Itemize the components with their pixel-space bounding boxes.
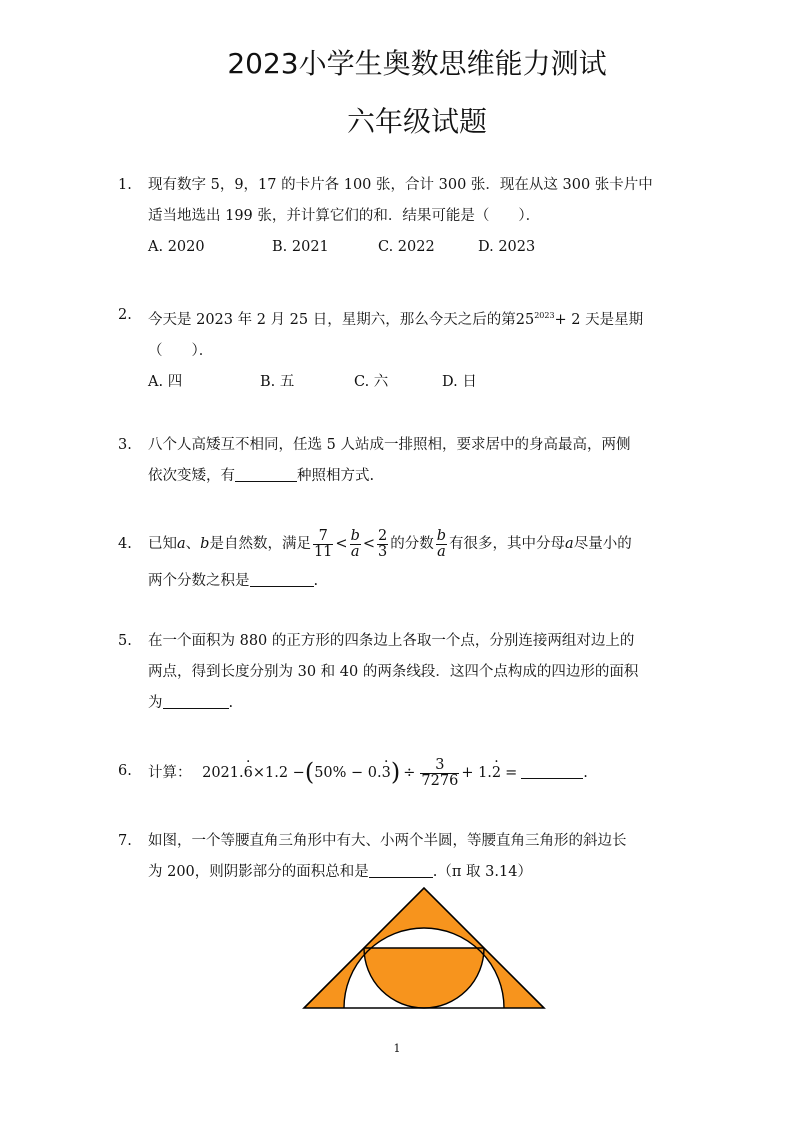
question-number: 7. — [118, 833, 132, 849]
option-a: A. 2020 — [148, 239, 205, 255]
triangle-semicircle-figure — [300, 884, 550, 1014]
question-text: 两个分数之积是 — [148, 573, 250, 589]
numerator: 3 — [420, 758, 459, 774]
question-1 — [118, 170, 688, 263]
option-c: C. 六 — [354, 373, 389, 390]
fraction-b-a — [436, 529, 447, 560]
question-text-line: 现有数字 5，9，17 的卡片各 100 张，合计 300 张．现在从这 300 张卡片中 — [148, 177, 653, 193]
repeating-digit: 6 · — [244, 753, 253, 793]
question-number: 1. — [118, 177, 132, 193]
denominator: a — [437, 543, 446, 560]
options-row — [148, 232, 688, 263]
question-6 — [118, 752, 688, 793]
denominator: 11 — [313, 543, 333, 560]
question-text-line — [148, 566, 688, 597]
option-c: C. 2022 — [378, 239, 435, 255]
repeating-digit: 3 · — [382, 753, 391, 793]
page-title: 2023小学生奥数思维能力测试 — [227, 47, 607, 80]
expr-part: 2021. — [202, 765, 244, 781]
question-text: 已知 — [148, 536, 177, 552]
question-7 — [118, 826, 688, 888]
page-subtitle: 六年级试题 — [346, 105, 487, 138]
question-text: .（π 取 3.14） — [432, 864, 532, 880]
option-b: B. 2021 — [272, 239, 329, 255]
power-exponent: 2023 — [534, 311, 555, 320]
fraction-2-3 — [377, 529, 388, 560]
answer-blank — [250, 568, 314, 587]
expr-part: ×1.2 − — [252, 765, 305, 781]
paren-left: ( — [304, 758, 315, 786]
question-text-line — [148, 461, 688, 492]
question-5 — [118, 626, 688, 719]
question-text: 尽量小的 — [573, 536, 632, 552]
option-d: D. 日 — [442, 373, 477, 390]
question-text-line: 八个人高矮互不相同，任选 5 人站成一排照相，要求居中的身高最高，两侧 — [148, 437, 631, 453]
fraction-3-7276 — [420, 758, 459, 789]
option-d: D. 2023 — [478, 239, 536, 255]
expr-part: 50% − 0. — [314, 765, 382, 781]
question-text: 为 — [148, 695, 163, 711]
answer-blank — [369, 859, 433, 878]
question-text: . — [313, 573, 319, 589]
answer-blank — [235, 463, 297, 482]
question-number: 4. — [118, 536, 132, 552]
question-text: . — [228, 695, 234, 711]
question-text: 有很多，其中分母 — [449, 536, 566, 552]
numerator: b — [350, 527, 360, 544]
question-text: . — [583, 765, 588, 781]
question-number: 2. — [118, 307, 132, 323]
question-text: + 2 天是星期 — [554, 311, 644, 328]
variable-a: a — [565, 536, 574, 552]
question-text: 计算： — [148, 765, 192, 781]
question-text: 的分数 — [390, 536, 434, 552]
variable-a: a — [177, 536, 186, 552]
less-than: < — [335, 536, 348, 552]
question-text-line: 在一个面积为 880 的正方形的四条边上各取一个点，分别连接两组对边上的 — [148, 633, 635, 649]
question-text: 为 200，则阴影部分的面积总和是 — [148, 864, 369, 880]
denominator: a — [350, 543, 360, 560]
question-number: 5. — [118, 633, 132, 649]
question-text-line: 适当地选出 199 张，并计算它们的和．结果可能是（ ）． — [148, 208, 541, 224]
answer-blank — [521, 760, 583, 779]
option-a: A. 四 — [148, 373, 183, 390]
math-expression — [148, 752, 688, 793]
question-4 — [118, 524, 688, 597]
question-text-line — [148, 688, 688, 719]
paren-right: ) — [390, 758, 401, 786]
options-row — [148, 367, 688, 398]
question-text-line: 如图，一个等腰直角三角形中有大、小两个半圆，等腰直角三角形的斜边长 — [148, 833, 627, 849]
fraction-b-a — [350, 529, 361, 560]
question-text-line: （ ）． — [148, 342, 214, 359]
denominator: 7276 — [421, 772, 459, 789]
question-text: 、 — [185, 536, 201, 552]
numerator: 7 — [313, 529, 333, 545]
question-2 — [118, 300, 688, 398]
repeating-digit: 2 · — [492, 753, 501, 793]
denominator: 3 — [378, 543, 388, 560]
question-text: 依次变矮，有 — [148, 468, 235, 484]
divide-sign: ÷ — [403, 765, 416, 781]
question-text: 是自然数，满足 — [209, 536, 311, 552]
question-3 — [118, 430, 688, 492]
question-text: 今天是 2023 年 2 月 25 日，星期六，那么今天之后的第 — [148, 311, 516, 328]
variable-b: b — [200, 536, 210, 552]
question-number: 3. — [118, 437, 132, 453]
question-text-line — [148, 300, 688, 336]
less-than: < — [362, 536, 376, 552]
question-text-line: 两点，得到长度分别为 30 和 40 的两条线段．这四个点构成的四边形的面积 — [148, 664, 639, 680]
question-number: 6. — [118, 763, 132, 779]
expr-part: + 1. — [461, 765, 492, 781]
option-b: B. 五 — [260, 373, 295, 390]
question-text-line — [148, 524, 688, 564]
fraction-7-11 — [313, 529, 333, 560]
numerator: 2 — [378, 527, 388, 544]
answer-blank — [163, 690, 229, 709]
page-number: 1 — [393, 1042, 401, 1055]
power-base: 25 — [515, 311, 535, 328]
question-text: 种照相方式. — [297, 468, 375, 484]
numerator: b — [436, 527, 447, 544]
equals-sign: = — [505, 765, 518, 781]
